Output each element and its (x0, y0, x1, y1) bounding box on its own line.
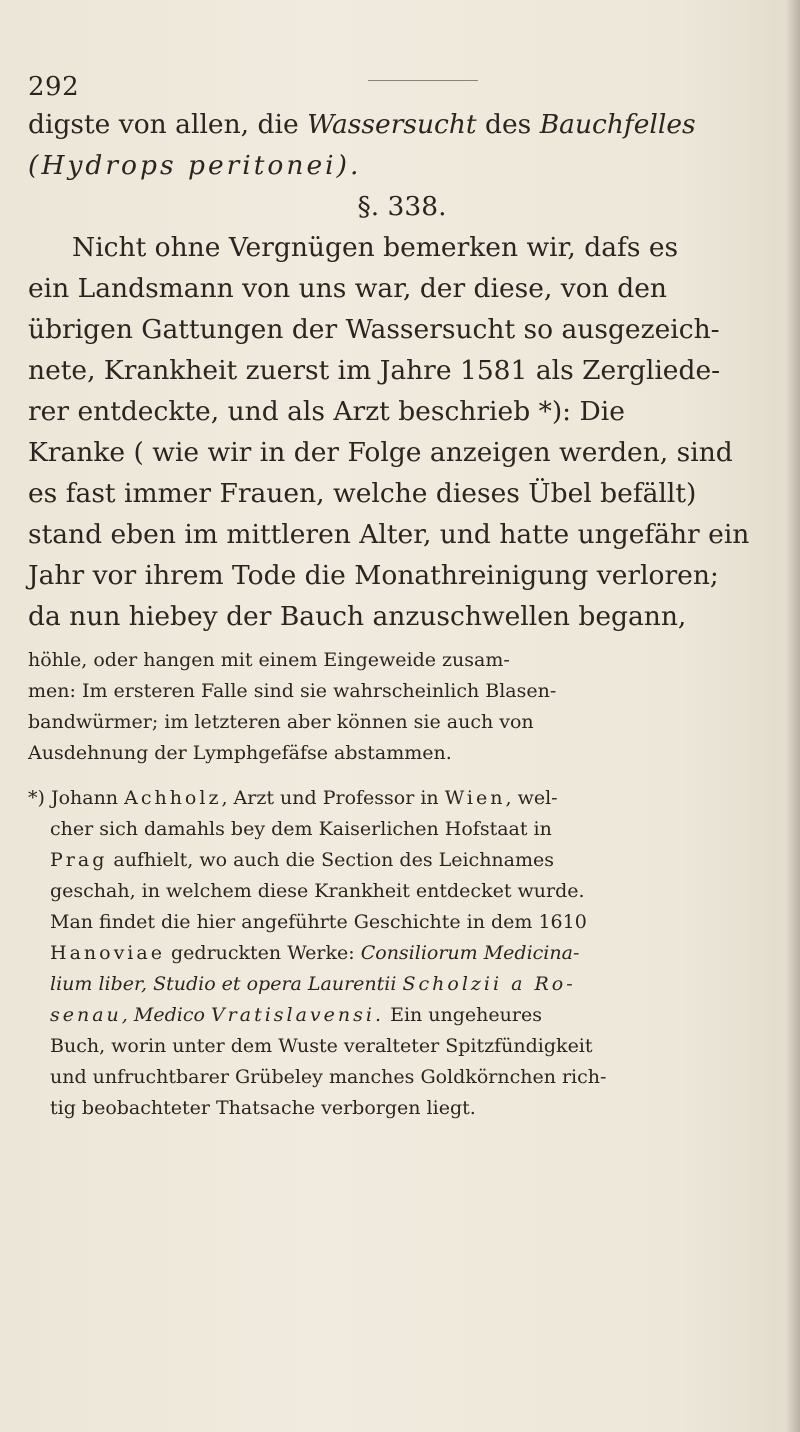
footnote-line: Man findet die hier angeführte Geschichte in dem 1610 (50, 911, 587, 933)
footnote (28, 783, 776, 1124)
page-spine-shadow (786, 0, 800, 1432)
header-rule (368, 80, 478, 81)
section-number: §. 338. (357, 191, 447, 222)
small-line: men: Im ersteren Falle sind sie wahrscheinlich Blasen- (28, 680, 557, 702)
footnote-line: Hanoviae gedruckten Werke: Consiliorum Medicina- (50, 942, 580, 964)
text-line: Kranke ( wie wir in der Folge anzeigen werden, sind (28, 437, 733, 468)
footnote-line: *) Johann Achholz, Arzt und Professor in Wien, wel- (28, 787, 558, 809)
text-line: stand eben im mittleren Alter, und hatte ungefähr ein (28, 519, 750, 550)
page-number: 292 (28, 72, 80, 102)
small-line: höhle, oder hangen mit einem Eingeweide zusam- (28, 649, 510, 671)
text-line: es fast immer Frauen, welche dieses Übel befällt) (28, 478, 697, 509)
footnote-line: lium liber, Studio et opera Laurentii Scholzii a Ro- (50, 973, 576, 995)
text-line: digste von allen, die Wassersucht des Bauchfelles (28, 109, 696, 140)
text-line: Jahr vor ihrem Tode die Monathreinigung verloren; (28, 560, 719, 591)
footnote-line: tig beobachteter Thatsache verborgen liegt. (50, 1097, 476, 1119)
footnote-line: Buch, worin unter dem Wuste veralteter Spitzfündigkeit (50, 1035, 593, 1057)
text-line: ein Landsmann von uns war, der diese, von den (28, 273, 667, 304)
small-line: Ausdehnung der Lymphgefäfse abstammen. (28, 742, 452, 764)
small-print (28, 645, 776, 1124)
text-line: rer entdeckte, und als Arzt beschrieb *): Die (28, 396, 625, 427)
footnote-line: Prag aufhielt, wo auch die Section des Leichnames (50, 849, 555, 871)
text-line: nete, Krankheit zuerst im Jahre 1581 als Zergliede- (28, 355, 721, 386)
footnote-line: cher sich damahls bey dem Kaiserlichen Hofstaat in (50, 818, 552, 840)
footnote-line: und unfruchtbarer Grübeley manches Goldkörnchen rich- (50, 1066, 607, 1088)
text-line: übrigen Gattungen der Wassersucht so ausgezeich- (28, 314, 720, 345)
footnote-line: geschah, in welchem diese Krankheit entdecket wurde. (50, 880, 585, 902)
latin-term: (Hydrops peritonei). (28, 150, 362, 181)
small-line: bandwürmer; im letzteren aber können sie auch von (28, 711, 534, 733)
text-line: da nun hiebey der Bauch anzuschwellen begann, (28, 601, 687, 632)
footnote-line: senau, Medico Vratislavensi. Ein ungeheures (50, 1004, 542, 1026)
text-line: Nicht ohne Vergnügen bemerken wir, dafs es (72, 232, 679, 263)
main-text (28, 104, 776, 637)
